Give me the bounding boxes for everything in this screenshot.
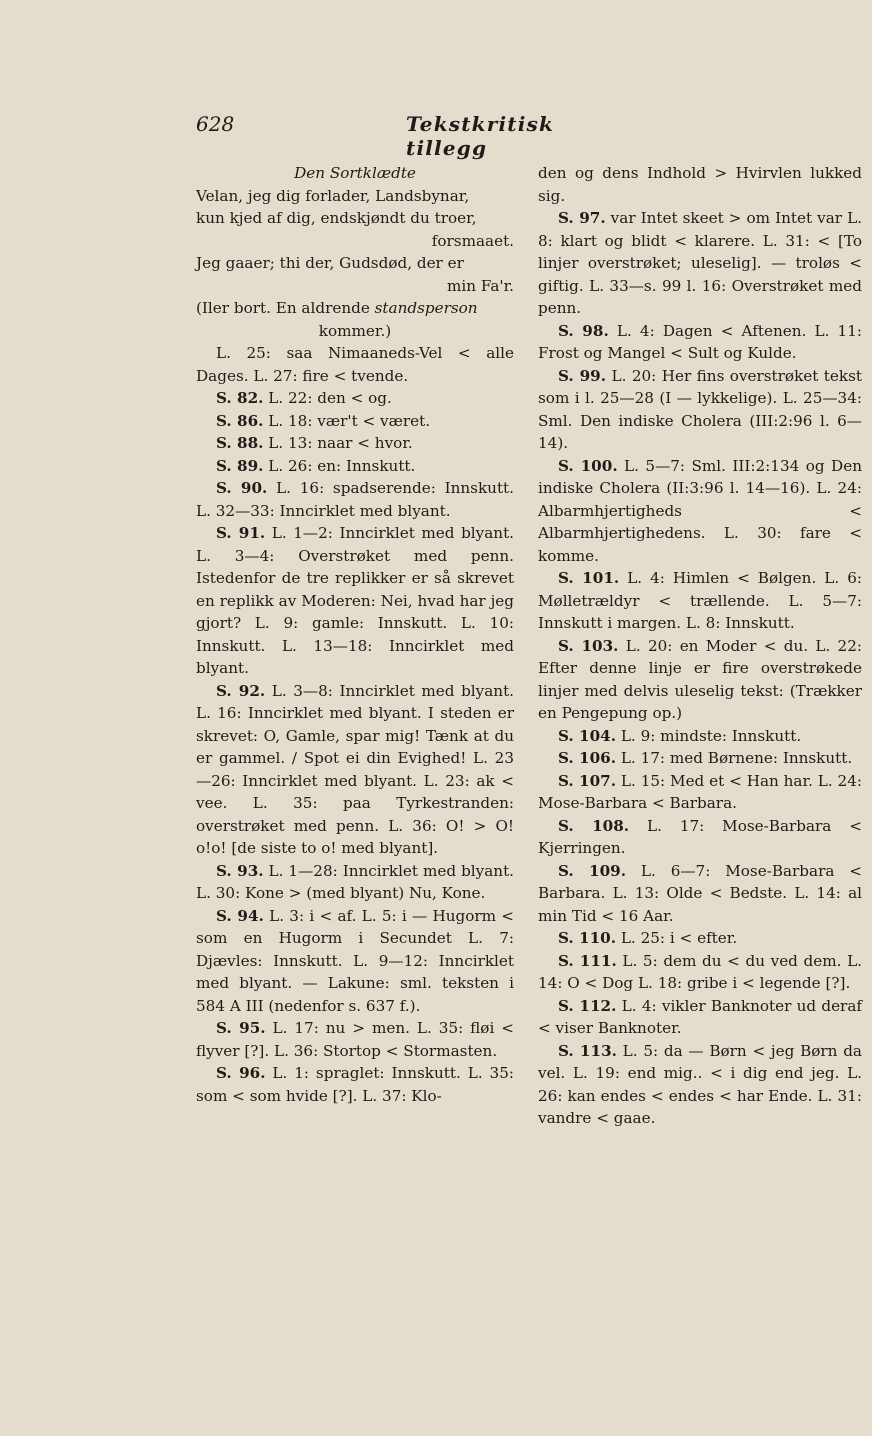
note-entry: S. 107. L. 15: Med et < Han har. L. 24: Mose-Barbara < Barbara. bbox=[538, 771, 862, 812]
note-entry: S. 100. L. 5—7: Sml. III:2:134 og Den indiske Cholera (II:3:96 l. 14—16). L. 24: Albarmhjertigheds < Albarmhjertighedens. L. 30: fare < komme. bbox=[538, 456, 862, 565]
note-entry: S. 90. L. 16: spadserende: Innskutt. L. 32—33: Inncirklet med blyant. bbox=[196, 479, 514, 520]
verse-line: kun kjed af dig, endskjøndt du troer, bbox=[196, 209, 477, 227]
note-entry: S. 95. L. 17: nu > men. L. 35: fløi < flyver [?]. L. 36: Stortop < Stormasten. bbox=[196, 1019, 514, 1060]
note-entry: S. 111. L. 5: dem du < du ved dem. L. 14: O < Dog L. 18: gribe i < legende [?]. bbox=[538, 951, 862, 992]
note-continuation: den og dens Indhold > Hvirvlen lukked sig. bbox=[538, 164, 862, 205]
verse-line: forsmaaet. bbox=[431, 231, 514, 250]
note-entry: S. 91. L. 1—2: Inncirklet med blyant. L. 3—4: Overstrøket med penn. Istedenfor de tre replikker er så skrevet en replikk av Moderen: Nei, hvad har jeg gjort? L. 9: gamle: Innskutt. L. 10: Innskutt. L. 13—18: Inncirklet med blyant. bbox=[196, 524, 514, 677]
verse-line: min Fa'r. bbox=[446, 276, 514, 295]
note-entry: S. 82. L. 22: den < og. bbox=[216, 389, 392, 407]
left-column bbox=[196, 162, 514, 1107]
note-entry: S. 101. L. 4: Himlen < Bølgen. L. 6: Mølletrældyr < trællende. L. 5—7: Innskutt i margen. L. 8: Innskutt. bbox=[538, 569, 863, 632]
running-head bbox=[196, 112, 638, 160]
note-entry: S. 98. L. 4: Dagen < Aftenen. L. 11: Frost og Mangel < Sult og Kulde. bbox=[538, 321, 862, 362]
note-entry: S. 93. L. 1—28: Inncirklet med blyant. L. 30: Kone > (med blyant) Nu, Kone. bbox=[196, 861, 514, 902]
stage-direction: (Iler bort. En aldrende standsperson bbox=[196, 299, 478, 317]
note-entry: S. 108. L. 17: Mose-Barbara < Kjerringen. bbox=[538, 816, 862, 857]
verse-line: Jeg gaaer; thi der, Gudsdød, der er bbox=[196, 254, 464, 272]
note-entry: L. 25: saa Nimaaneds-Vel < alle Dages. L. 27: fire < tvende. bbox=[196, 344, 514, 385]
verse-line: Velan, jeg dig forlader, Landsbynar, bbox=[196, 186, 470, 205]
note-entry: S. 109. L. 6—7: Mose-Barbara < Barbara. L. 13: Olde < Bedste. L. 14: al min Tid < 16 Aar. bbox=[538, 861, 862, 925]
note-entry: S. 106. L. 17: med Børnene: Innskutt. bbox=[558, 749, 853, 767]
section-title: Den Sortklædte bbox=[294, 164, 416, 182]
running-title: Tekstkritisk tillegg bbox=[406, 112, 555, 160]
right-column bbox=[538, 162, 862, 1130]
note-entry: S. 92. L. 3—8: Inncirklet med blyant. L. 16: Inncirklet med blyant. I steden er skrevet: O, Gamle, spar mig! Tænk at du er gammel. / Spot ei din Evighed! L. 23—26: Inncirklet med blyant. L. 23: ak < vee. L. 35: paa Tyrkestranden: overstrøket med penn. L. 36: O! > O! o!o! [de siste to o! med blyant]. bbox=[196, 681, 514, 857]
note-entry: S. 86. L. 18: vær't < været. bbox=[216, 411, 431, 430]
note-entry: S. 96. L. 1: spraglet: Innskutt. L. 35: som < som hvide [?]. L. 37: Klo- bbox=[196, 1064, 514, 1105]
page-number: 628 bbox=[196, 112, 235, 136]
note-entry: S. 112. L. 4: vikler Banknoter ud deraf < viser Banknoter. bbox=[538, 996, 862, 1037]
note-entry: S. 88. L. 13: naar < hvor. bbox=[216, 434, 413, 452]
note-entry: S. 103. L. 20: en Moder < du. L. 22: Efter denne linje er fire overstrøkede linjer med delvis uleselig tekst: (Trækker en Pengepung op.) bbox=[538, 636, 862, 722]
note-entry: S. 110. L. 25: i < efter. bbox=[558, 929, 738, 947]
note-entry: S. 99. L. 20: Her fins overstrøket tekst som i l. 25—28 (I — lykkelige). L. 25—34: Sml. Den indiske Cholera (III:2:96 l. 6—14). bbox=[538, 366, 862, 452]
note-entry: S. 89. L. 26: en: Innskutt. bbox=[216, 456, 416, 475]
note-entry: S. 113. L. 5: da — Børn < jeg Børn da vel. L. 19: end mig.. < i dig end jeg. L. 26: kan endes < endes < har Ende. L. 31: vandre < gaae. bbox=[538, 1041, 862, 1127]
stage-direction: kommer.) bbox=[318, 321, 392, 340]
note-entry: S. 97. var Intet skeet > om Intet var L. 8: klart og blidt < klarere. L. 31: < [To linjer overstrøket; uleselig]. — troløs < giftig. L. 33—s. 99 l. 16: Overstrøket med penn. bbox=[538, 209, 862, 317]
note-entry: S. 94. L. 3: i < af. L. 5: i — Hugorm < som en Hugorm i Secundet L. 7: Djævles: Innskutt. L. 9—12: Inncirklet med blyant. — Lakune: sml. teksten i 584 A III (nedenfor s. 637 f.). bbox=[196, 906, 514, 1015]
note-entry: S. 104. L. 9: mindste: Innskutt. bbox=[558, 726, 802, 745]
